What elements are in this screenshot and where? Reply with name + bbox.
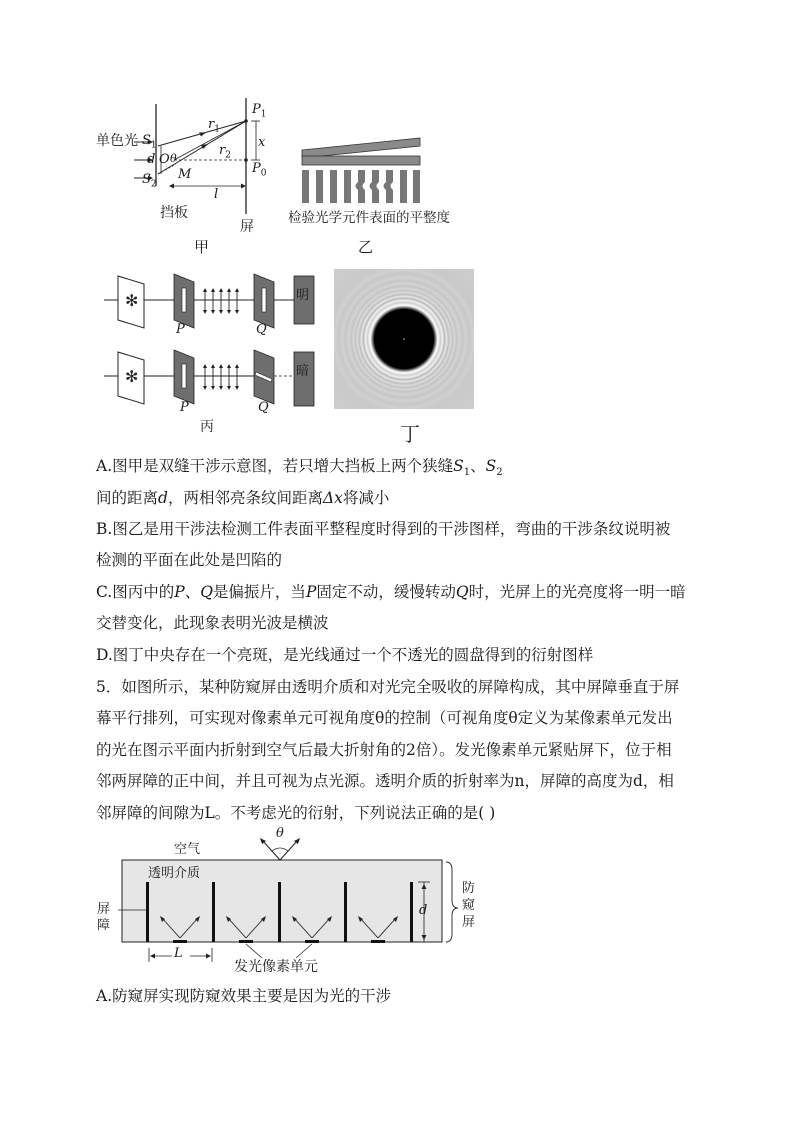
- label-dangban: 挡板: [160, 205, 188, 221]
- option-b-line2: 检测的平面在此处是凹陷的: [96, 551, 283, 569]
- q5-L-label: L: [174, 946, 183, 961]
- label-bing-q-bottom: Q: [258, 400, 269, 415]
- option-a-line1: A.图甲是双缝干涉示意图，若只增大挡板上两个狭缝$S_1$、$S_2$: [96, 457, 503, 479]
- caption-ding: 丁: [400, 422, 420, 446]
- label-p1: $P_1$: [252, 102, 267, 120]
- label-an: 暗: [296, 364, 310, 379]
- label-o: O: [159, 152, 170, 167]
- option-b-line1: B.图乙是用干涉法检测工件表面平整程度时得到的干涉图样，弯曲的干涉条纹说明被: [96, 520, 671, 538]
- figure-ding: [334, 269, 474, 409]
- label-bing-q-top: Q: [256, 322, 267, 337]
- label-s1: $S_1$: [142, 133, 157, 151]
- label-yi: 检验光学元件表面的平整度: [288, 210, 450, 226]
- svg-text:✻: ✻: [125, 291, 139, 310]
- q5-barrier-label: 屏 障: [97, 902, 111, 933]
- q5-line5: 邻屏障的间隙为L。不考虑光的衍射，下列说法正确的是( ): [96, 804, 496, 822]
- q5-theta-label: θ: [276, 826, 284, 841]
- q5-d-label: d: [419, 903, 428, 918]
- label-danse: 单色光: [96, 133, 138, 149]
- label-s2: $S_2$: [142, 172, 157, 190]
- label-bing-p-bottom: P: [180, 400, 189, 415]
- caption-yi: 乙: [358, 238, 374, 256]
- figure-yi: [296, 134, 426, 206]
- q5-medium-label: 透明介质: [148, 866, 201, 881]
- q5-line3: 的光在图示平面内折射到空气后最大折射角的2倍）。发光像素单元紧贴屏下，位于相: [96, 741, 672, 759]
- label-x: x: [258, 135, 266, 150]
- q5-line2: 幕平行排列，可实现对像素单元可视角度θ的控制（可视角度θ定义为某像素单元发出: [96, 709, 673, 727]
- q5-air-label: 空气: [174, 842, 201, 857]
- caption-bing: 丙: [200, 419, 214, 435]
- label-r2: $r_2$: [219, 143, 231, 161]
- q5-screen-label: 防 窥 屏: [462, 881, 476, 930]
- option-a-line2: 间的距离d，两相邻亮条纹间距离Δx将减小: [96, 489, 390, 507]
- label-p0: $P_0$: [252, 161, 267, 179]
- q5-pixel-label: 发光像素单元: [234, 959, 318, 975]
- option-c-line1: C.图丙中的P、Q是偏振片，当P固定不动，缓慢转动Q时，光屏上的光亮度将一明一暗: [96, 583, 686, 601]
- q5-option-a: A.防窥屏实现防窥效果主要是因为光的干涉: [96, 987, 392, 1005]
- label-r1: $r_1$: [208, 117, 220, 135]
- label-bing-p-top: P: [176, 322, 185, 337]
- q5-line1: 5．如图所示，某种防窥屏由透明介质和对光完全吸收的屏障构成，其中屏障垂直于屏: [96, 678, 680, 696]
- q5-line4: 邻两屏障的正中间，并且可视为点光源。透明介质的折射率为n，屏障的高度为d，相: [96, 772, 674, 790]
- option-d-line1: D.图丁中央存在一个亮斑，是光线通过一个不透光的圆盘得到的衍射图样: [96, 646, 594, 664]
- svg-text:✻: ✻: [125, 367, 139, 386]
- option-c-line2: 交替变化，此现象表明光波是横波: [96, 614, 329, 632]
- label-m: M: [178, 167, 192, 182]
- label-l: l: [214, 187, 219, 202]
- label-ming: 明: [296, 288, 310, 303]
- caption-jia: 甲: [194, 238, 210, 256]
- label-theta: θ: [170, 152, 177, 165]
- label-ping: 屏: [240, 219, 254, 235]
- bright-spot: [403, 338, 405, 340]
- figure-bing: [96, 268, 328, 420]
- label-d: d: [147, 152, 156, 167]
